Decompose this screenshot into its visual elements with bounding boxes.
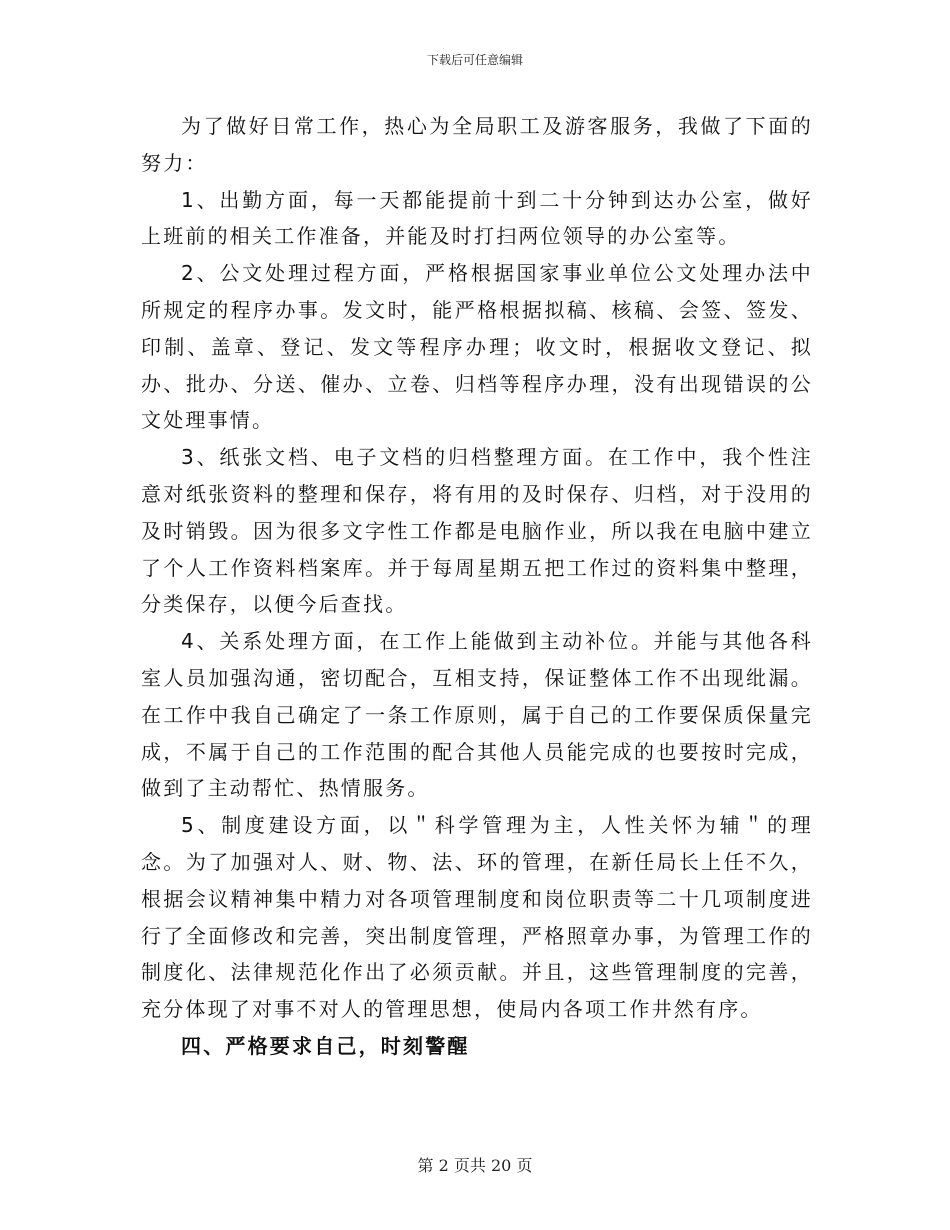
paragraph-intro: 为了做好日常工作，热心为全局职工及游客服务，我做了下面的努力： bbox=[141, 114, 813, 175]
page-footer: 第 2 页共 20 页 bbox=[417, 1156, 533, 1175]
paragraph-system-building: 5、制度建设方面，以＂科学管理为主，人性关怀为辅＂的理念。为了加强对人、财、物、法、环的管理，在新任局长上任不久，根据会议精神集中精力对各项管理制度和岗位职责等二十几项制度进行了全面修改和完善，突出制度管理，严格照章办事，为管理工作的制度化、法律规范化作出了必须贡献。并且，这些管理制度的完善，充分体现了对事不对人的管理思想，使局内各项工作井然有序。 bbox=[141, 813, 813, 1022]
page-header: 下载后可任意编辑 bbox=[426, 53, 523, 67]
document-body bbox=[141, 108, 813, 1065]
paragraph-relations: 4、关系处理方面，在工作上能做到主动补位。并能与其他各科室人员加强沟通，密切配合，互相支持，保证整体工作不出现纰漏。在工作中我自己确定了一条工作原则，属于自己的工作要保质保量完成，不属于自己的工作范围的配合其他人员能完成的也要按时完成，做到了主动帮忙、热情服务。 bbox=[141, 629, 813, 801]
paragraph-attendance: 1、出勤方面，每一天都能提前十到二十分钟到达办公室，做好上班前的相关工作准备，并能及时打扫两位领导的办公室等。 bbox=[141, 187, 813, 249]
paragraph-document-processing: 2、公文处理过程方面，严格根据国家事业单位公文处理办法中所规定的程序办事。发文时，能严格根据拟稿、核稿、会签、签发、印制、盖章、登记、发文等程序办理；收文时，根据收文登记、拟办、批办、分送、催办、立卷、归档等程序办理，没有出现错误的公文处理事情。 bbox=[141, 261, 813, 433]
section-heading: 四、严格要求自己，时刻警醒 bbox=[181, 1033, 470, 1058]
paragraph-archiving: 3、纸张文档、电子文档的归档整理方面。在工作中，我个性注意对纸张资料的整理和保存，将有用的及时保存、归档，对于没用的及时销毁。因为很多文字性工作都是电脑作业，所以我在电脑中建立了个人工作资料档案库。并于每周星期五把工作过的资料集中整理，分类保存，以便今后查找。 bbox=[141, 445, 813, 617]
